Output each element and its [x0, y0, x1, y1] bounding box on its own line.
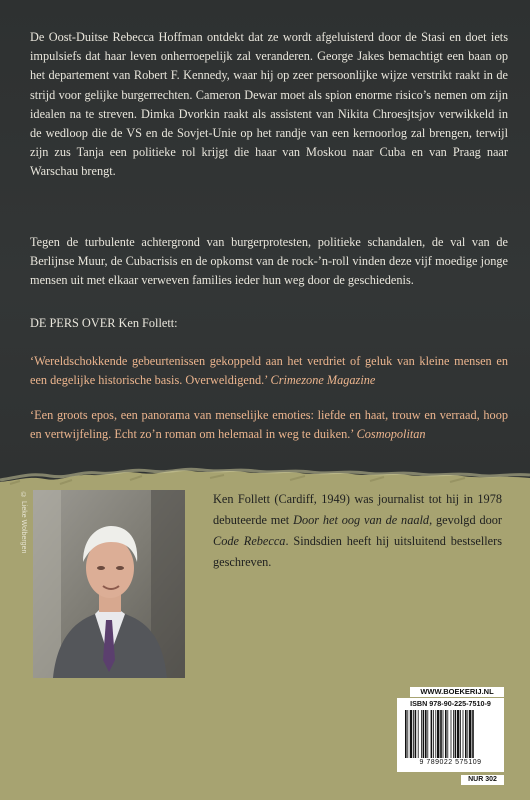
press-quote-1 [30, 352, 508, 390]
barcode-bar [455, 710, 457, 758]
barcode-digits: 9 789022 575109 [419, 759, 482, 766]
quote-text: ‘Een groots epos, een panorama van menselijke emoties: liefde en haat, trouw en verraad, hoop en vertwijfeling. Echt zo’n roman om helemaal in weg te duiken.’ [30, 408, 508, 442]
bio-book-title: Door het oog van de naald [293, 513, 430, 527]
barcode-bar [418, 710, 419, 758]
author-photo [33, 490, 185, 678]
barcode-bar [405, 710, 407, 758]
bio-text: Ken Follett (Cardiff, 1949) was journalist tot hij in 1978 debuteerde met [213, 492, 502, 527]
author-bio [213, 489, 502, 573]
barcode-bar [451, 710, 452, 758]
press-quote-2 [30, 406, 508, 444]
barcode-bars [405, 710, 496, 758]
barcode-bar [447, 710, 448, 758]
barcode-bar [423, 710, 425, 758]
barcode-bar [410, 710, 412, 758]
barcode-bar [465, 710, 467, 758]
barcode-bar [427, 710, 428, 758]
synopsis-paragraph-2: Tegen de turbulente achtergrond van burgerprotesten, politieke schandalen, de val van de Berlijnse Muur, de Cubacrisis en de opkomst van de rock-’n-roll vinden deze vijf moedige jonge mensen uit met elkaar verweven families ieder hun weg door de geschiedenis. [30, 235, 508, 288]
barcode-bar [415, 710, 417, 758]
barcode-bar [443, 710, 444, 758]
isbn-number: ISBN 978-90-225-7510-9 [410, 699, 491, 708]
barcode-label [397, 698, 504, 772]
barcode-bar [425, 710, 427, 758]
publisher-website: WWW.BOEKERIJ.NL [410, 687, 504, 697]
barcode-bar [421, 710, 422, 758]
nur-code: NUR 302 [461, 775, 504, 785]
quote-source: Crimezone Magazine [270, 373, 376, 388]
barcode-bar [431, 710, 433, 758]
press-heading: DE PERS OVER Ken Follett: [30, 316, 178, 330]
quote-source: Cosmopolitan [356, 427, 426, 442]
barcode-bar [457, 710, 459, 758]
barcode-bar [437, 710, 439, 758]
author-portrait-image [33, 490, 185, 678]
quote-text: ‘Wereldschokkende gebeurtenissen gekoppeld aan het verdriet of geluk van kleine mensen en een degelijke historische basis. Overweldigend.’ [30, 354, 508, 388]
barcode-bar [407, 710, 408, 758]
barcode-bar [469, 710, 471, 758]
barcode-bar [472, 710, 474, 758]
barcode-bar [433, 710, 434, 758]
barcode-bar [435, 710, 436, 758]
bio-text: , gevolgd door [429, 513, 502, 527]
barcode-bar [440, 710, 442, 758]
bio-text: . Sindsdien heeft hij uitsluitend bestsellers geschreven. [213, 534, 503, 569]
barcode-bar [460, 710, 461, 758]
barcode-bar [467, 710, 468, 758]
barcode-bar [413, 710, 414, 758]
bio-book-title: Code Rebecca [213, 534, 286, 548]
barcode-bar [445, 710, 447, 758]
barcode-bar [453, 710, 454, 758]
photo-credit: © Lieke Wolbergen [20, 492, 27, 554]
synopsis-paragraph-1: De Oost-Duitse Rebecca Hoffman ontdekt dat ze wordt afgeluisterd door de Stasi en doet iets impulsiefs dat haar leven onherroepelijk zal veranderen. George Jakes bemachtigt een baan op het departement van Robert F. Kennedy, waar hij op zeer persoonlijke wijze verstrikt raakt in de strijd voor gelijke burgerrechten. Cameron Dewar moet als spion enorme risico’s nemen om zijn idealen na te streven. Dimka Dvorkin raakt als assistent van Nikita Chroesjtsjov verwikkeld in de wedloop die de VS en de Sovjet-Unie op het randje van een kernoorlog zal brengen, terwijl zijn zus Tanja een politieke rol krijgt die haar van Moskou naar Cuba en van Praag naar Warschau brengt. [30, 30, 508, 179]
barcode-bar [463, 710, 464, 758]
